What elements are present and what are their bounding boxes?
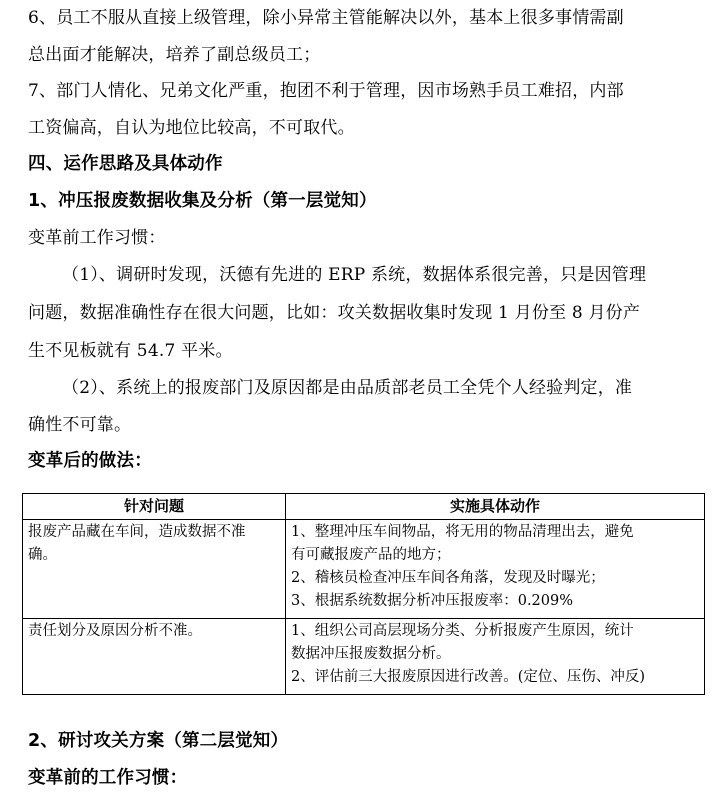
paragraph-line: 总出面才能解决，培养了副总级员工； (28, 45, 321, 65)
issue-cell (23, 619, 286, 695)
paragraph-line: 确性不可靠。 (28, 415, 132, 435)
paragraph-line: 生不见板就有 54.7 平米。 (28, 341, 233, 361)
table-header-row (23, 494, 705, 520)
paragraph-line: 工资偏高，自认为地位比较高，不可取代。 (28, 118, 355, 138)
paragraph-line: 7、部门人情化、兄弟文化严重，抱团不利于管理，因市场熟手员工难招，内部 (28, 81, 624, 101)
paragraph-line: （1）、调研时发现，沃德有先进的 ERP 系统，数据体系很完善，只是因管理 (62, 265, 647, 285)
cell-text: 确。 (28, 547, 57, 563)
cell-text: 数据冲压报废数据分析。 (291, 646, 451, 662)
cell-text: 有可藏报废产品的地方； (291, 547, 451, 563)
cell-text: 2、评估前三大报废原因进行改善。(定位、压伤、冲反) (291, 669, 646, 685)
paragraph-line: 问题，数据准确性存在很大问题，比如：攻关数据收集时发现 1 月份至 8 月份产 (28, 303, 641, 323)
cell-text: 1、整理冲压车间物品，将无用的物品清理出去，避免 (291, 524, 634, 540)
paragraph-line: （2）、系统上的报废部门及原因都是由品质部老员工全凭个人经验判定，准 (62, 378, 633, 398)
cell-text: 3、根据系统数据分析冲压报废率：0.209% (291, 593, 574, 609)
table-row (23, 520, 705, 619)
section-heading: 四、运作思路及具体动作 (28, 154, 223, 174)
cell-text: 责任划分及原因分析不准。 (28, 623, 202, 639)
subsection-heading: 变革后的做法： (28, 451, 152, 471)
action-table (22, 493, 705, 695)
cell-text: 报废产品藏在车间，造成数据不准 (28, 524, 246, 540)
actions-cell (286, 619, 705, 695)
column-header-actions: 实施具体动作 (286, 494, 705, 520)
column-header-issue: 针对问题 (23, 494, 286, 520)
cell-text: 2、稽核员检查冲压车间各角落，发现及时曝光； (291, 570, 605, 586)
table-row (23, 619, 705, 695)
subsection-heading: 变革前的工作习惯： (28, 768, 188, 788)
subsection-heading: 2、研讨攻关方案（第二层觉知） (28, 731, 289, 751)
actions-cell (286, 520, 705, 619)
subsection-heading: 1、冲压报废数据收集及分析（第一层觉知） (28, 191, 377, 211)
paragraph-line: 变革前工作习惯： (28, 228, 166, 248)
issue-cell (23, 520, 286, 619)
cell-text: 1、组织公司高层现场分类、分析报废产生原因，统计 (291, 623, 634, 639)
paragraph-line: 6、员工不服从直接上级管理，除小异常主管能解决以外，基本上很多事情需副 (28, 8, 624, 28)
